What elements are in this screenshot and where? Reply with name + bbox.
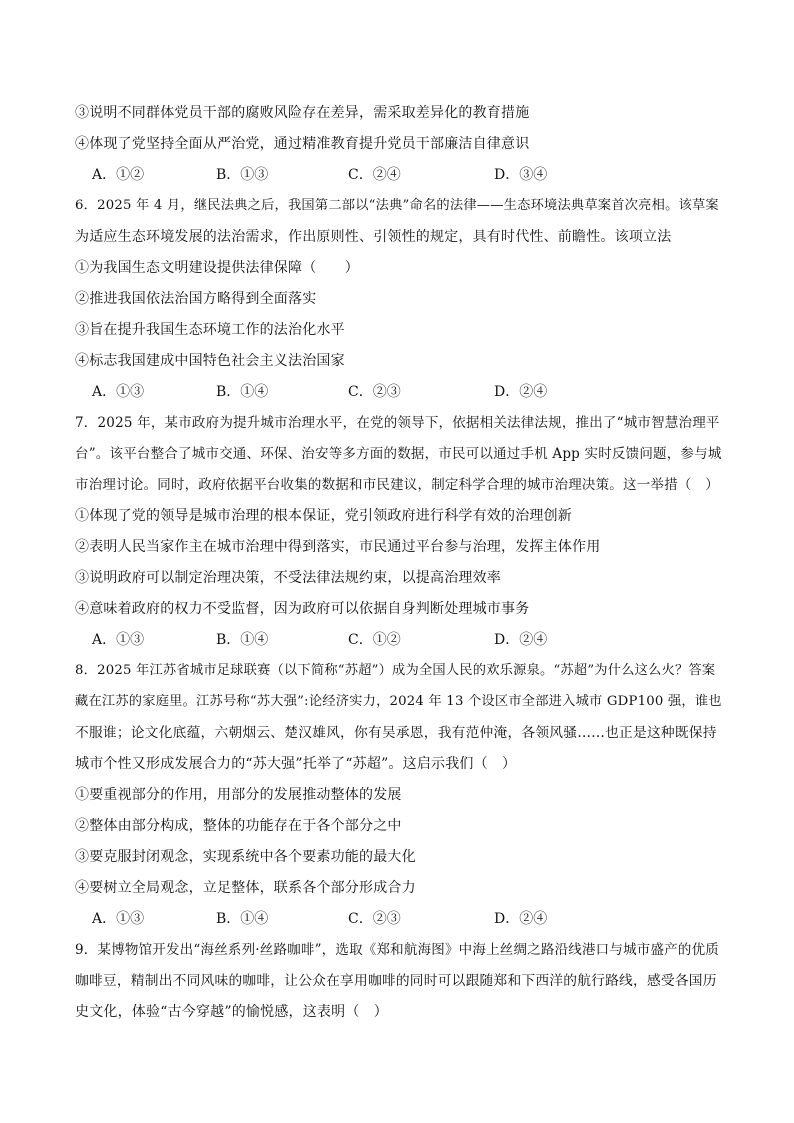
q7-option-1: ①体现了党的领导是城市治理的根本保证，党引领政府进行科学有效的治理创新 <box>75 508 572 524</box>
q8-option-4: ④要树立全局观念，立足整体，联系各个部分形成合力 <box>75 880 416 896</box>
q9-stem-line-3: 史文化，体验“古今穿越”的愉悦感，这表明（ ） <box>75 1004 388 1020</box>
q6-stem-line-2: 为适应生态环境发展的法治需求，作出原则性、引领性的规定，具有时代性、前瞻性。该项立法 <box>75 229 672 245</box>
choice-d: D．②④ <box>494 632 548 648</box>
q8-option-3: ③要克服封闭观念，实现系统中各个要素功能的最大化 <box>75 849 416 865</box>
q6-stem-line-1: 6．2025 年 4 月，继民法典之后，我国第二部以“法典”命名的法律——生态环境法典草案首次亮相。该草案 <box>75 198 719 213</box>
choice-c: C．①② <box>348 632 401 648</box>
q6-option-1: ①为我国生态文明建设提供法律保障（ ） <box>75 260 359 276</box>
q9-stem-line-1: 9．某博物馆开发出“海丝系列·丝路咖啡”，选取《郑和航海图》中海上丝绸之路沿线港口与城市盛产的优质 <box>75 942 719 958</box>
choice-b: B．①④ <box>216 632 269 648</box>
choice-b: B．①④ <box>216 911 269 927</box>
choice-d: D．③④ <box>494 167 548 183</box>
choice-a: A．①③ <box>92 384 145 400</box>
choice-b: B．①④ <box>216 384 269 400</box>
q7-option-2: ②表明人民当家作主在城市治理中得到落实，市民通过平台参与治理，发挥主体作用 <box>75 539 601 555</box>
choice-c: C．②④ <box>348 167 401 183</box>
q8-stem-line-1: 8．2025 年江苏省城市足球联赛（以下简称“苏超”）成为全国人民的欢乐源泉。“苏超”为什么这么火？答案 <box>75 663 716 678</box>
q7-choices <box>92 630 732 650</box>
q8-option-1: ①要重视部分的作用，用部分的发展推动整体的发展 <box>75 787 402 803</box>
q5-choices <box>92 165 732 185</box>
q7-stem-line-1: 7．2025 年，某市政府为提升城市治理水平，在党的领导下，依据相关法律法规，推出了“城市智慧治理平 <box>75 415 720 431</box>
q5-option-4: ④体现了党坚持全面从严治党，通过精准教育提升党员干部廉洁自律意识 <box>75 136 530 152</box>
q7-option-4: ④意味着政府的权力不受监督，因为政府可以依据自身判断处理城市事务 <box>75 601 530 617</box>
q6-option-4: ④标志我国建成中国特色社会主义法治国家 <box>75 353 345 369</box>
q6-option-3: ③旨在提升我国生态环境工作的法治化水平 <box>75 322 345 338</box>
q7-option-3: ③说明政府可以制定治理决策，不受法律法规约束，以提高治理效率 <box>75 570 501 586</box>
q6-option-2: ②推进我国依法治国方略得到全面落实 <box>75 291 317 307</box>
q8-stem-line-2: 藏在江苏的家庭里。江苏号称“苏大强”:论经济实力，2024 年 13 个设区市全部进入城市 GDP100 强，谁也 <box>75 694 722 709</box>
q8-stem-line-4: 城市个性又形成发展合力的“苏大强”托举了“苏超”。这启示我们（ ） <box>75 756 517 772</box>
choice-c: C．②③ <box>348 384 401 400</box>
choice-d: D．②④ <box>494 911 548 927</box>
q7-stem-line-2: 台”。该平台整合了城市交通、环保、治安等多方面的数据，市民可以通过手机 App 实时反馈问题，参与城 <box>75 446 722 462</box>
q8-stem-line-3: 不服谁；论文化底蕴，六朝烟云、楚汉雄风，你有吴承恩，我有范仲淹，各领风骚……也正是这种既保持 <box>75 725 717 741</box>
choice-a: A．①③ <box>92 632 145 648</box>
choice-b: B．①③ <box>216 167 269 183</box>
choice-a: A．①② <box>92 167 145 183</box>
q6-choices <box>92 382 732 402</box>
choice-a: A．①③ <box>92 911 145 927</box>
choice-d: D．②④ <box>494 384 548 400</box>
choice-c: C．②③ <box>348 911 401 927</box>
q5-option-3: ③说明不同群体党员干部的腐败风险存在差异，需采取差异化的教育措施 <box>75 105 530 121</box>
q8-option-2: ②整体由部分构成，整体的功能存在于各个部分之中 <box>75 818 402 834</box>
q9-stem-line-2: 咖啡豆，精制出不同风味的咖啡，让公众在享用咖啡的同时可以跟随郑和下西洋的航行路线，感受各国历 <box>75 973 717 989</box>
q7-stem-line-3: 市治理讨论。同时，政府依据平台收集的数据和市民建议，制定科学合理的城市治理决策。这一举措（ ） <box>75 477 719 493</box>
q8-choices <box>92 909 732 929</box>
